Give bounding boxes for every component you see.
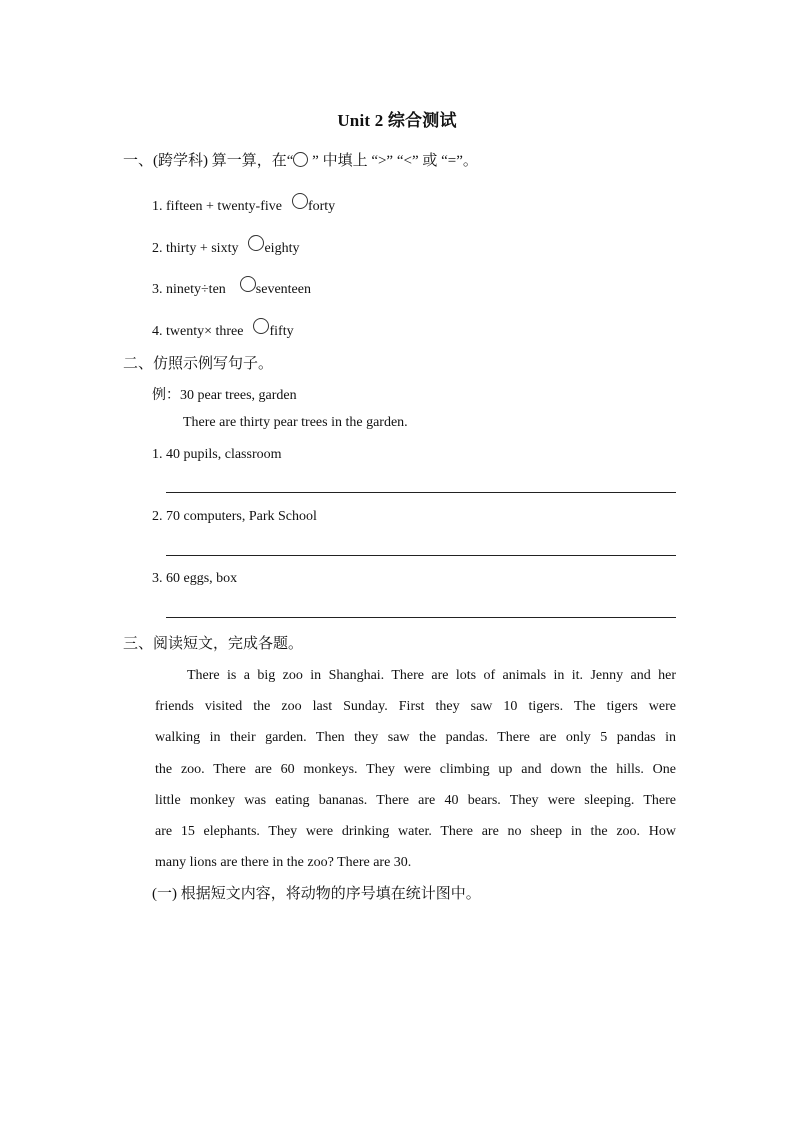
answer-line-2[interactable]: [166, 555, 676, 556]
passage-line: are 15 elephants. They were drinking water. There are no sheep in the zoo. How: [155, 823, 676, 839]
sentence-item-1: 1. 40 pupils, classroom: [152, 447, 282, 462]
calc-item-right: eighty: [264, 241, 300, 256]
blank-circle-icon: [293, 152, 308, 167]
calc-item-2: [152, 235, 299, 257]
section1-heading-pre: 一、(跨学科) 算一算，在“: [123, 153, 294, 169]
calc-item-left: 1. fifteen + twenty-five: [152, 199, 282, 214]
sentence-item-2: 2. 70 computers, Park School: [152, 509, 317, 524]
page-title: Unit 2 综合测试: [337, 111, 457, 130]
answer-line-3[interactable]: [166, 617, 676, 618]
answer-circle-icon[interactable]: [240, 276, 256, 292]
calc-item-left: 3. ninety÷ten: [152, 282, 226, 297]
passage-line: many lions are there in the zoo? There are 30.: [155, 855, 412, 871]
reading-passage: [155, 660, 676, 878]
calc-item-4: [152, 318, 294, 340]
calc-item-right: forty: [307, 199, 336, 214]
calc-item-3: [152, 276, 311, 298]
passage-line: walking in their garden. Then they saw the pandas. There are only 5 pandas in: [155, 730, 676, 746]
section2-heading: 二、仿照示例写句子。: [123, 356, 274, 372]
passage-line: friends visited the zoo last Sunday. First they saw 10 tigers. The tigers were: [155, 699, 676, 715]
answer-circle-icon[interactable]: [253, 318, 269, 334]
calc-item-1: [152, 193, 335, 215]
answer-line-1[interactable]: [166, 492, 676, 493]
sentence-item-3: 3. 60 eggs, box: [152, 571, 238, 586]
section3-heading: 三、阅读短文，完成各题。: [123, 636, 304, 652]
answer-circle-icon[interactable]: [292, 193, 308, 209]
passage-line: little monkey was eating bananas. There are 40 bears. They were sleeping. There: [155, 792, 676, 808]
section1-heading: [123, 149, 478, 170]
passage-line: There is a big zoo in Shanghai. There are lots of animals in it. Jenny and her: [187, 668, 676, 683]
calc-item-left: 4. twenty× three: [152, 324, 244, 339]
passage-line: the zoo. There are 60 monkeys. They were climbing up and down the hills. One: [155, 761, 676, 777]
calc-item-right: seventeen: [255, 282, 311, 297]
example-label: 例：30 pear trees, garden: [152, 388, 297, 403]
section3-sub-heading: (一) 根据短文内容，将动物的序号填在统计图中。: [152, 886, 481, 902]
answer-circle-icon[interactable]: [248, 235, 264, 251]
calc-item-left: 2. thirty + sixty: [152, 241, 239, 256]
example-answer: There are thirty pear trees in the garden.: [183, 415, 408, 430]
section1-heading-post: ” 中填上 “>” “<” 或 “=”。: [308, 153, 478, 169]
calc-item-right: fifty: [269, 324, 294, 339]
